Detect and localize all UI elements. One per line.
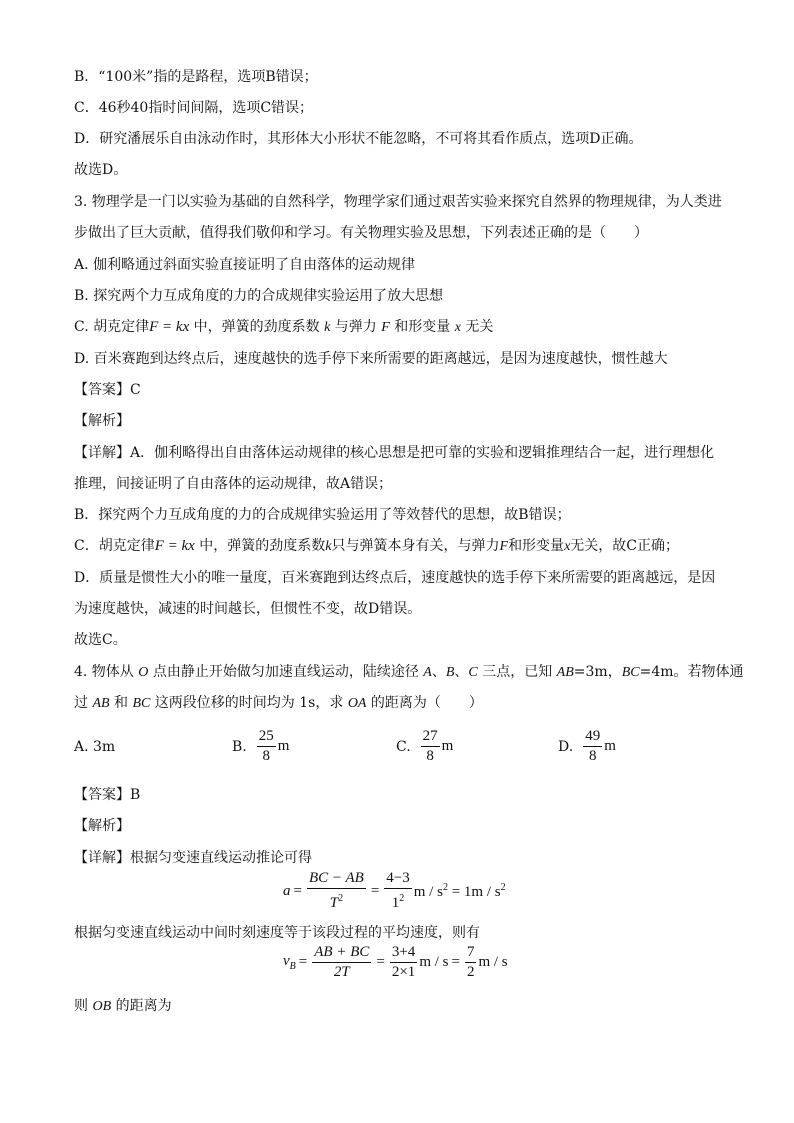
fraction xyxy=(421,728,440,765)
text: 点由静止开始做匀加速直线运动，陆续途径 xyxy=(148,664,424,680)
text: 的距离为（ ） xyxy=(366,695,483,711)
var-f: F xyxy=(499,539,509,554)
equation-velocity-b: $v_B$ = $\frac{AB + BC}{2T}$ = $\frac{3+4}{2\times 1}$ m / s = $\frac{7}{2}$ m / s xyxy=(283,944,508,980)
segment-bc: BC xyxy=(132,696,151,711)
unit: $m / s^2 = 1m / s^2$ xyxy=(413,881,506,900)
option-d-explanation: D．研究潘展乐自由泳动作时，其形体大小形状不能忽略，不可将其看作质点，选项D正确。 xyxy=(74,131,643,147)
var-x: x xyxy=(454,320,461,335)
denominator: $1^2$ xyxy=(391,893,405,911)
question-3-option-b: B. 探究两个力互成角度的力的合成规律实验运用了放大思想 xyxy=(74,288,444,304)
question-4-stem-1 xyxy=(74,663,744,682)
conclusion-q3: 故选C。 xyxy=(74,632,127,648)
fraction xyxy=(465,944,477,981)
segment-ab: AB xyxy=(556,665,574,680)
segment-bc: BC xyxy=(621,665,640,680)
question-4-option-a: A. 3m xyxy=(74,739,116,755)
numerator: 7 xyxy=(465,944,477,963)
detail-3-line-2: 推理，间接证明了自由落体的运动规律，故A错误； xyxy=(74,476,393,492)
fraction xyxy=(583,728,602,765)
eq-lhs: $v_B$ xyxy=(283,953,296,972)
option-b-explanation: B．“100米”指的是路程，选项B错误； xyxy=(74,69,318,85)
point-c: C xyxy=(468,665,478,680)
analysis-4-heading: 【解析】 xyxy=(74,818,130,834)
numerator: 4−3 xyxy=(384,870,411,889)
option-label: B. xyxy=(232,738,247,755)
segment-ob: OB xyxy=(92,999,112,1014)
text: 、 xyxy=(454,664,469,680)
detail-4-line-3 xyxy=(74,997,172,1016)
segment-ab: AB xyxy=(92,696,110,711)
var-x: x xyxy=(564,539,571,554)
denominator: $T^2$ xyxy=(329,893,344,911)
unit: m xyxy=(277,738,290,754)
var-k: k xyxy=(325,539,332,554)
numerator: 3+4 xyxy=(390,944,417,963)
text: 和形变量 xyxy=(508,538,565,554)
question-3-stem-2: 步做出了巨大贡献，值得我们敬仰和学习。有关物理实验及思想，下列表述正确的是（ ） xyxy=(74,225,648,241)
detail-3-line-1: 【详解】A．伽利略得出自由落体运动规律的核心思想是把可靠的实验和逻辑推理结合一起，进行理想化 xyxy=(74,445,715,461)
numerator: 27 xyxy=(421,728,440,747)
text: =4m。若物体通 xyxy=(639,664,744,680)
var-f: F xyxy=(381,320,390,335)
unit: m xyxy=(441,738,454,754)
denominator: 8 xyxy=(426,748,434,764)
question-4-option-d xyxy=(558,728,616,765)
denominator: 8 xyxy=(262,748,270,764)
text: 则 xyxy=(74,998,93,1014)
detail-3-line-6: 为速度越快，减速的时间越长，但惯性不变，故D错误。 xyxy=(74,601,422,617)
denominator: 2×1 xyxy=(391,964,416,980)
option-label: D. xyxy=(558,738,574,755)
question-3-option-a: A. 伽利略通过斜面实验直接证明了自由落体的运动规律 xyxy=(74,257,416,273)
conclusion-q2: 故选D。 xyxy=(74,162,128,178)
eq-lhs: a xyxy=(283,882,291,899)
question-4-option-c xyxy=(396,728,453,765)
text: 这两段位移的时间均为 1s，求 xyxy=(150,695,348,711)
segment-oa: OA xyxy=(347,696,367,711)
option-c-explanation: C．46秒40指时间间隔，选项C错误； xyxy=(74,100,314,116)
text: 无关 xyxy=(460,319,494,335)
text: 、 xyxy=(431,664,446,680)
text: 中，弹簧的劲度系数 xyxy=(194,538,326,554)
text: C. 胡克定律 xyxy=(74,319,150,335)
numerator: 25 xyxy=(257,728,276,747)
denominator: 2T xyxy=(333,964,350,980)
unit: m / s xyxy=(419,954,449,970)
detail-4-line-2: 根据匀变速直线运动中间时刻速度等于该段过程的平均速度，则有 xyxy=(74,925,480,941)
unit: m / s xyxy=(478,954,508,970)
question-3-option-c xyxy=(74,318,493,337)
formula: F = kx xyxy=(154,538,195,554)
text: 只与弹簧本身有关，与弹力 xyxy=(331,538,500,554)
point-a: A xyxy=(423,665,432,680)
detail-4-line-1: 【详解】根据匀变速直线运动推论可得 xyxy=(74,850,312,866)
detail-3-line-3: B．探究两个力互成角度的力的合成规律实验运用了等效替代的思想，故B错误； xyxy=(74,507,571,523)
numerator: BC − AB xyxy=(307,870,366,889)
point-b: B xyxy=(445,665,455,680)
answer-3: 【答案】C xyxy=(74,382,141,398)
answer-4: 【答案】B xyxy=(74,787,141,803)
text: 三点，已知 xyxy=(477,664,557,680)
question-4-option-b xyxy=(232,728,289,765)
text: 4. 物体从 xyxy=(74,664,139,680)
unit: m xyxy=(604,738,616,754)
text: C．胡克定律 xyxy=(74,538,155,554)
text: =3m， xyxy=(573,664,622,680)
denominator: 2 xyxy=(466,964,475,980)
text: 的距离为 xyxy=(111,998,172,1014)
question-3-option-d: D. 百米赛跑到达终点后，速度越快的选手停下来所需要的距离越远，是因为速度越快，惯性越大 xyxy=(74,351,668,367)
text: 与弹力 xyxy=(330,319,382,335)
text: 无关，故C正确； xyxy=(570,538,679,554)
option-label: C. xyxy=(396,738,411,755)
fraction xyxy=(312,944,371,981)
numerator: 49 xyxy=(583,728,602,747)
text: 和形变量 xyxy=(389,319,455,335)
denominator: 8 xyxy=(588,748,597,764)
question-3-stem-1: 3. 物理学是一门以实验为基础的自然科学，物理学家们通过艰苦实验来探究自然界的物理规律，为人类进 xyxy=(74,194,722,210)
text: 和 xyxy=(109,695,133,711)
formula: F = kx xyxy=(149,319,190,335)
detail-3-line-5: D．质量是惯性大小的唯一量度，百米赛跑到达终点后，速度越快的选手停下来所需要的距离越远，是因 xyxy=(74,570,716,586)
analysis-3-heading: 【解析】 xyxy=(74,413,130,429)
fraction xyxy=(257,728,276,765)
fraction xyxy=(390,944,417,981)
point-o: O xyxy=(138,665,149,680)
equation-acceleration: a = $\frac{BC - AB}{T^2}$ = $\frac{4-3}{1^2}$ $m / s^2 = 1m / s^2$ xyxy=(283,870,506,911)
detail-3-line-4 xyxy=(74,537,679,556)
question-4-stem-2 xyxy=(74,694,483,713)
var-k: k xyxy=(324,320,331,335)
text: 中，弹簧的劲度系数 xyxy=(189,319,325,335)
fraction xyxy=(307,870,366,912)
fraction xyxy=(384,870,411,912)
numerator: AB + BC xyxy=(312,944,371,963)
text: 过 xyxy=(74,695,93,711)
